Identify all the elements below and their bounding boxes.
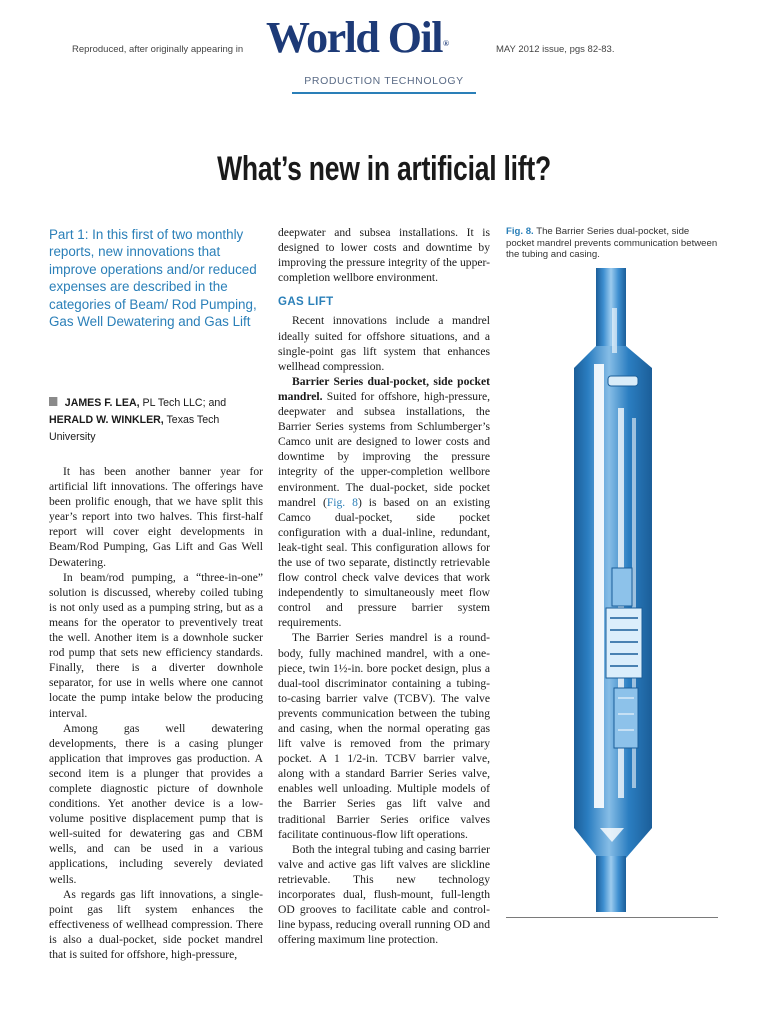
paragraph-text: Suited for offshore, high-pressure, deepwater and subsea installations, the Barrier Series systems from Schlumberger’s Camco unit are designed to lower costs and downtime by improving the pressure integrity of the upper-completion wellbore environment. The dual-pocket, side pocket mandrel ( [278, 389, 490, 509]
section-heading-gas-lift: GAS LIFT [278, 296, 334, 309]
mandrel-illustration [560, 268, 670, 912]
paragraph [278, 374, 490, 631]
logo-text: World Oil [266, 13, 442, 62]
figure-label: Fig. 8. [506, 226, 534, 237]
paragraph: Among gas well dewatering developments, there is a casing plunger application that improves gas production. A second item is a plunger that provides a complete diagnostic picture of downhole conditions. Yet another device is a low-volume positive displacement pump that is well-suited for dewatering gas and CBM wells, and can be used in a various applications, including severely deviated wells. [49, 721, 263, 886]
section-divider [292, 92, 476, 94]
registered-mark: ® [442, 39, 449, 48]
paragraph: The Barrier Series mandrel is a round-body, fully machined mandrel, with a one-piece, twin 1½-in. bore pocket design, plus a dual-tool discriminator containing a tubing-to-casing barrier valve (TCBV). The valve prevents communication between the tubing and casing, when the normal operating gas lift valve is removed from the primary pocket. A 1 1/2-in. TCBV barrier valve, along with a standard Barrier Series valve, enables well unloading. Multiple models of the Barrier Series gas lift valve and traditional Barrier Series orifice valves facilitate continuous-flow lift operations. [278, 631, 490, 841]
author-line-1 [49, 395, 254, 412]
article-title: What’s new in artificial lift? [217, 150, 551, 188]
section-label: PRODUCTION TECHNOLOGY [304, 75, 464, 87]
gas-lift-valve [614, 688, 638, 748]
world-oil-logo [266, 12, 448, 64]
author1-name: JAMES F. LEA, [64, 397, 140, 409]
paragraph: deepwater and subsea installations. It is designed to lower costs and downtime by improving the pressure integrity of the upper-completion wellbore environment. [278, 226, 490, 285]
figure-bottom-rule [506, 917, 718, 918]
paragraph-text: ) is based on an existing Camco dual-pocket, side pocket configuration with a dual-inline, redundant, leak-tight seal. This configuration allows for the use of two separate, distinctly retrievable flow control check valve devices that work independently to simultaneously meet flow control and pressure barrier system requirements. [278, 495, 490, 630]
author-line-2 [49, 412, 254, 446]
author1-affiliation: PL Tech LLC; and [139, 397, 227, 409]
paragraph: As regards gas lift innovations, a single-point gas lift system enhances the effectiveness of wellhead compression. There is also a dual-pocket, side pocket mandrel that is suited for offshore, high-pressure, [49, 887, 263, 961]
body-column-1 [49, 464, 263, 962]
paragraph: Both the integral tubing and casing barrier valve and active gas lift valves are slickline retrievable. This new technology incorporates dual, flush-mount, full-length OD grooves to facilitate cable and control-line bypass, reducing overall running OD and offering maximum line protection. [278, 842, 490, 947]
paragraph: In beam/rod pumping, a “three-in-one” solution is discussed, whereby coiled tubing is not only used as a pumping string, but as a means for the operator to preventively treat the well. Another item is a downhole sucker rod pump that sets new efficiency standards. Finally, there is a diverter downhole separator, for use in wells where one cannot locate the pump intake below the producing interval. [49, 570, 263, 720]
tubing-highlight [612, 308, 617, 353]
figure-caption [506, 226, 718, 261]
lower-tubing [596, 856, 626, 912]
body-column-2 [278, 225, 490, 947]
author2-name: HERALD W. WINKLER, [49, 414, 164, 426]
issue-info: MAY 2012 issue, pgs 82-83. [496, 44, 615, 55]
paragraph: It has been another banner year for artificial lift innovations. The offerings have been prolific enough, that we have split this year’s report into two halves. This first-half report will cover eight developments in Beam/Rod Pumping, Gas Lift and Gas Well Dewatering. [49, 465, 263, 569]
barrier-valve [612, 568, 632, 606]
author2-affiliation: Texas Tech University [49, 414, 220, 443]
byline-square-icon [49, 397, 57, 406]
latch-detail [608, 376, 638, 386]
paragraph-lead: Barrier Series dual-pocket, side pocket mandrel. [278, 374, 490, 403]
main-bore [594, 364, 604, 824]
paragraph: Recent innovations include a mandrel ideally suited for offshore situations, and a single-point gas lift system that enhances wellhead compression. [278, 314, 490, 373]
reproduced-note: Reproduced, after originally appearing in [72, 44, 244, 55]
figure-caption-text: The Barrier Series dual-pocket, side pocket mandrel prevents communication between the tubing and casing. [506, 226, 718, 261]
byline [49, 395, 254, 446]
article-deck: Part 1: In this first of two monthly reports, new innovations that improve operations and/or reduced expenses are described in the categories of Beam/ Rod Pumping, Gas Well Dewatering and Gas Lift [49, 227, 257, 330]
upper-tubing [596, 268, 626, 346]
upper-taper [574, 346, 652, 398]
figure-reference-link[interactable]: Fig. 8 [326, 495, 358, 509]
